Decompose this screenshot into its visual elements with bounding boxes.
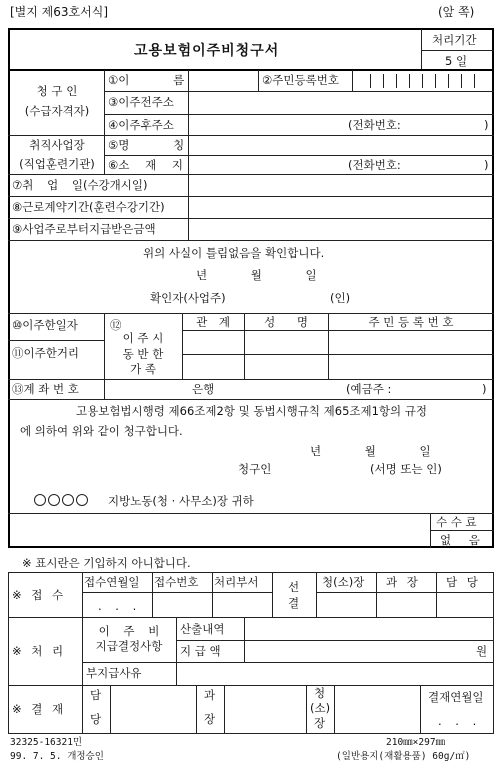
approval-officer-2: 당: [90, 712, 102, 726]
family-label-3: 가 족: [130, 362, 156, 376]
claimant-phone-label: (전화번호:: [348, 118, 401, 132]
footer-approval: 99. 7. 5. 개정승인: [10, 751, 104, 762]
addressee-blank: [34, 494, 90, 508]
receipt-label: ※ 접 수: [12, 588, 64, 602]
approval-chief-3: 장: [314, 716, 326, 730]
claimant-name-field[interactable]: [189, 71, 257, 91]
start-date-label: ⑦취 업 일(수강개시일): [12, 178, 148, 192]
pay-decision-label-1: 이 주 비: [98, 624, 160, 638]
before-address-field[interactable]: [189, 92, 493, 113]
receipt-no-label: 접수번호: [154, 575, 199, 589]
name-label: ①이 름: [108, 73, 185, 87]
decision-label-2: 결: [288, 596, 300, 610]
officer-label: 담 당: [446, 575, 478, 589]
contract-period-label: ⑧근로계약기간(훈련수강기간): [12, 200, 165, 214]
family-number: ⑫: [110, 318, 122, 332]
processing-value: 5 일: [445, 54, 468, 68]
claimant-label: 청 구 인: [36, 84, 78, 98]
footer-code: 32325-16321민: [10, 737, 83, 748]
employer-seal: (인): [330, 291, 351, 305]
after-address-label: ④이주후주소: [108, 118, 174, 132]
director-label: 과 장: [386, 575, 418, 589]
col-rrn: 주 민 등 록 번 호: [368, 315, 454, 329]
won-unit: 원: [476, 644, 488, 658]
move-distance-label: ⑪이주한거리: [12, 346, 80, 360]
claim-statement-1: 고용보험법시행령 제66조제2항 및 동법시행규칙 제65조제1항의 규정: [76, 404, 428, 418]
employer-confirm-date: 년 월 일: [196, 268, 317, 282]
bank-label: 은행: [192, 382, 215, 396]
form-number: [별지 제63호서식]: [10, 5, 108, 19]
approval-chief-2: (소): [310, 701, 331, 715]
receipt-date-label: 접수연월일: [84, 575, 140, 589]
employer-amount-label: ⑨사업주로부터지급받은금액: [12, 222, 156, 236]
claim-date: 년 월 일: [310, 444, 431, 458]
rrn-boxes[interactable]: [357, 74, 487, 88]
holder-label: (예금주 :: [346, 382, 392, 396]
approval-date-dots: . . .: [438, 714, 477, 728]
pay-decision-label-2: 지급결정사항: [95, 639, 163, 653]
account-label: ⑬계 좌 번 호: [12, 382, 79, 396]
processing-label: 처리기간: [432, 33, 477, 47]
sign-or-seal: (서명 또는 인): [370, 462, 442, 476]
form-title: 고용보험이주비청구서: [134, 43, 280, 59]
footer-paper-type: (일반용지(재활용품) 60g/㎡): [336, 751, 471, 762]
decision-label-1: 선: [288, 580, 300, 594]
receipt-date-dots: . . .: [98, 599, 137, 613]
approval-chief-1: 청: [314, 686, 326, 700]
claim-statement-2: 에 의하여 위와 같이 청구합니다.: [20, 424, 183, 438]
process-label: ※ 처 리: [12, 644, 64, 658]
approval-label: ※ 결 재: [12, 702, 64, 716]
chief-label: 청(소)장: [322, 575, 365, 589]
calc-label: 산출내역: [180, 622, 225, 636]
fee-value: 없 음: [440, 533, 480, 547]
approval-director-1: 과: [204, 688, 216, 702]
approval-date-label: 결재연월일: [428, 690, 484, 704]
before-address-label: ③이주전주소: [108, 95, 174, 109]
employer-confirm-statement: 위의 사실이 틀림없음을 확인합니다.: [143, 246, 325, 260]
col-relation: 관 계: [196, 315, 230, 329]
family-label-1: 이 주 시: [122, 331, 164, 345]
workplace-phone-label: (전화번호:: [348, 158, 401, 172]
workplace-sublabel: (직업훈련기관): [19, 157, 95, 171]
claimant-sublabel: (수급자격자): [24, 104, 90, 118]
fee-label: 수 수 료: [436, 515, 477, 529]
side-note: (앞 쪽): [438, 5, 475, 19]
approval-officer-1: 담: [90, 688, 102, 702]
addressee: 지방노동(청 · 사무소)장 귀하: [108, 494, 254, 508]
office-table: [8, 572, 494, 734]
rrn-label: ②주민등록번호: [262, 73, 339, 87]
col-name: 성 명: [264, 315, 308, 329]
approval-director-2: 장: [204, 712, 216, 726]
workplace-name-label: ⑤명 칭: [108, 138, 185, 152]
workplace-location-label: ⑥소 재 지: [108, 158, 183, 172]
amount-label: 지 급 액: [180, 644, 221, 658]
move-date-label: ⑩이주한일자: [12, 318, 78, 332]
family-label-2: 동 반 한: [122, 347, 164, 361]
footer-paper-size: 210㎜×297㎜: [386, 737, 446, 748]
handling-dept-label: 처리부서: [214, 575, 259, 589]
claimant-sign-label: 청구인: [238, 462, 272, 476]
employer-confirmer-label: 확인자(사업주): [150, 291, 226, 305]
nonpay-label: 부지급사유: [86, 666, 142, 680]
workplace-label: 취직사업장: [29, 138, 85, 152]
office-note: ※ 표시란은 기입하지 아니합니다.: [22, 556, 191, 570]
